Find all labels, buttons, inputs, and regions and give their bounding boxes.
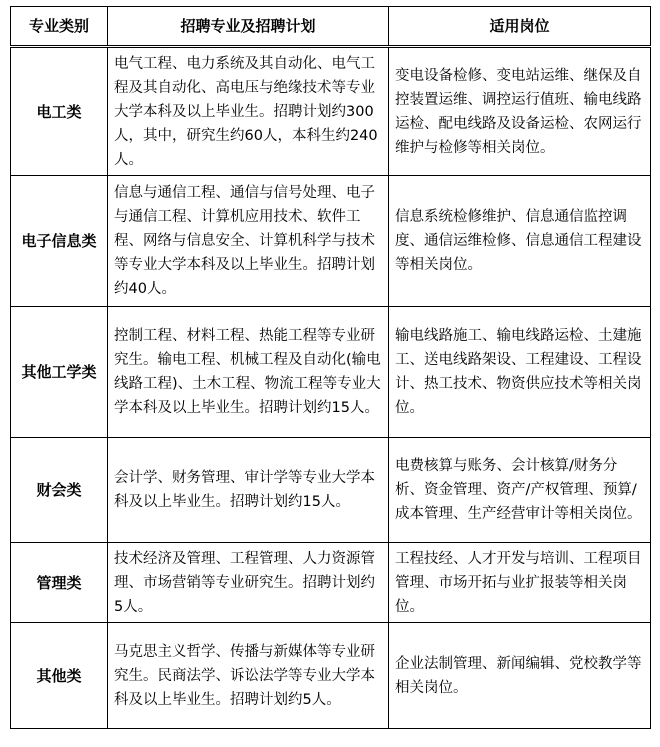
header-majors: 招聘专业及招聘计划 [108, 7, 389, 47]
positions-cell: 信息系统检修维护、信息通信监控调度、通信运维检修、信息通信工程建设等相关岗位。 [389, 176, 651, 307]
category-cell: 财会类 [11, 438, 108, 543]
majors-cell: 信息与通信工程、通信与信号处理、电子与通信工程、计算机应用技术、软件工程、网络与信息安全、计算机科学与技术等专业大学本科及以上毕业生。招聘计划约40人。 [108, 176, 389, 307]
header-row [11, 7, 651, 47]
positions-cell: 输电线路施工、输电线路运检、土建施工、送电线路架设、工程建设、工程设计、热工技术、物资供应技术等相关岗位。 [389, 307, 651, 438]
header-category: 专业类别 [11, 7, 108, 47]
category-cell: 管理类 [11, 543, 108, 623]
category-cell: 其他工学类 [11, 307, 108, 438]
category-cell: 电子信息类 [11, 176, 108, 307]
table-row [11, 623, 651, 729]
table-row [11, 47, 651, 176]
positions-cell: 企业法制管理、新闻编辑、党校教学等相关岗位。 [389, 623, 651, 729]
recruitment-table [10, 6, 651, 729]
majors-cell: 马克思主义哲学、传播与新媒体等专业研究生。民商法学、诉讼法学等专业大学本科及以上毕业生。招聘计划约5人。 [108, 623, 389, 729]
majors-cell: 控制工程、材料工程、热能工程等专业研究生。输电工程、机械工程及自动化(输电线路工程)、土木工程、物流工程等专业大学本科及以上毕业生。招聘计划约15人。 [108, 307, 389, 438]
table-row [11, 307, 651, 438]
header-positions: 适用岗位 [389, 7, 651, 47]
table-row [11, 176, 651, 307]
positions-cell: 变电设备检修、变电站运维、继保及自控装置运维、调控运行值班、输电线路运检、配电线路及设备运检、农网运行维护与检修等相关岗位。 [389, 47, 651, 176]
table-row [11, 438, 651, 543]
category-cell: 其他类 [11, 623, 108, 729]
positions-cell: 工程技经、人才开发与培训、工程项目管理、市场开拓与业扩报装等相关岗位。 [389, 543, 651, 623]
category-cell: 电工类 [11, 47, 108, 176]
majors-cell: 会计学、财务管理、审计学等专业大学本科及以上毕业生。招聘计划约15人。 [108, 438, 389, 543]
majors-cell: 技术经济及管理、工程管理、人力资源管理、市场营销等专业研究生。招聘计划约5人。 [108, 543, 389, 623]
table-row [11, 543, 651, 623]
majors-cell: 电气工程、电力系统及其自动化、电气工程及其自动化、高电压与绝缘技术等专业大学本科及以上毕业生。招聘计划约300人，其中，研究生约60人，本科生约240人。 [108, 47, 389, 176]
positions-cell: 电费核算与账务、会计核算/财务分析、资金管理、资产/产权管理、预算/成本管理、生产经营审计等相关岗位。 [389, 438, 651, 543]
